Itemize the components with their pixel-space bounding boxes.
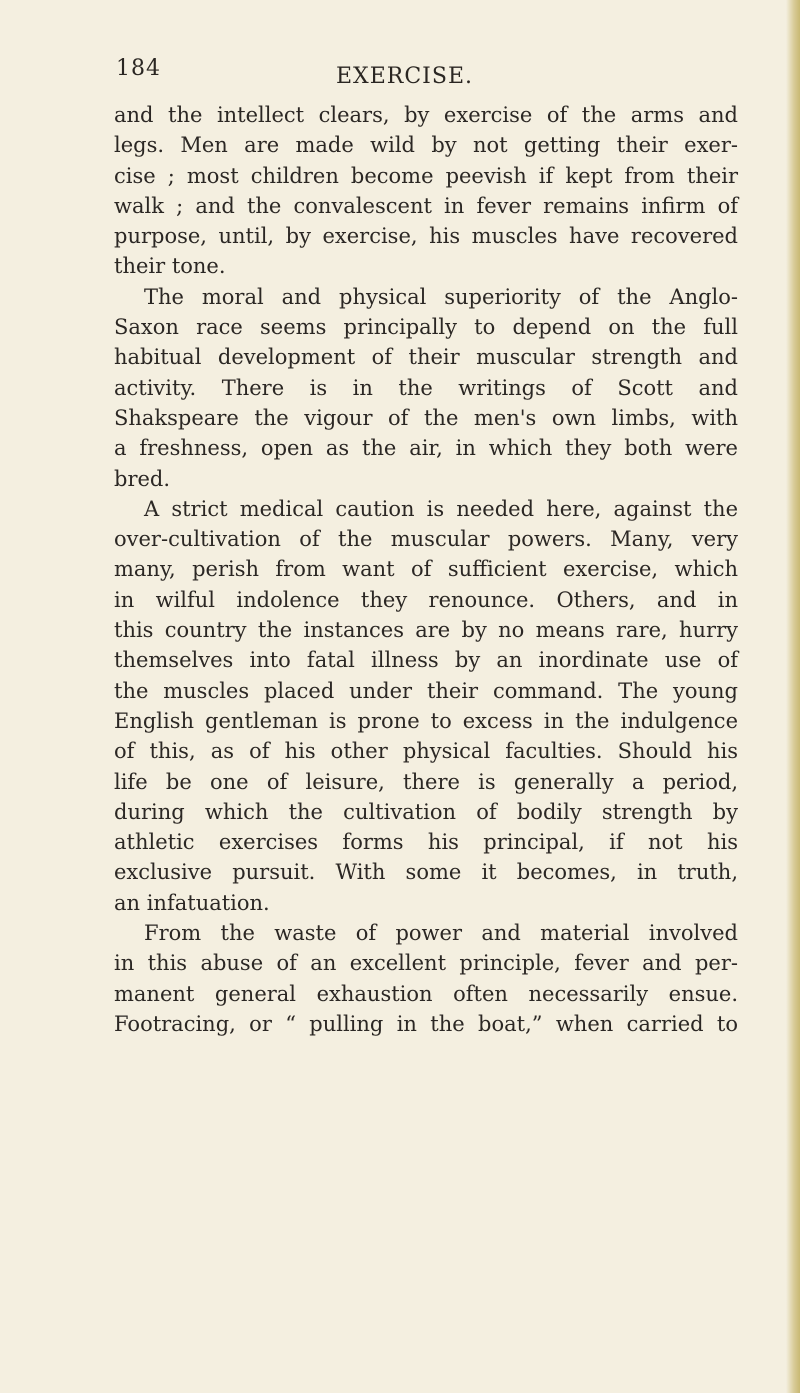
text-line: and the intellect clears, by exercise of the arms and: [114, 103, 738, 127]
text-line: the muscles placed under their command. The young: [114, 678, 738, 703]
text-line: activity. There is in the writings of Scott and: [114, 375, 738, 400]
page-edge-shadow: [786, 0, 800, 1393]
page-number: 184: [116, 56, 161, 81]
text-line: exclusive pursuit. With some it becomes, in truth,: [114, 860, 738, 885]
text-line: their tone.: [114, 254, 226, 279]
text-line: in wilful indolence they renounce. Others, and in: [114, 587, 738, 612]
text-line: purpose, until, by exercise, his muscles have recovered: [114, 224, 738, 249]
paragraph-1: [114, 100, 738, 282]
text-line: manent general exhaustion often necessarily ensue.: [114, 981, 738, 1006]
text-line: From the waste of power and material involved: [144, 921, 738, 946]
text-line: Shakspeare the vigour of the men's own limbs, with: [114, 405, 738, 430]
paragraph-4: [114, 918, 738, 1039]
text-line: walk ; and the convalescent in fever remains infirm of: [114, 193, 738, 218]
text-line: life be one of leisure, there is generally a period,: [114, 769, 738, 794]
text-line: themselves into fatal illness by an inordinate use of: [114, 648, 738, 673]
text-line: Saxon race seems principally to depend on the full: [114, 315, 738, 340]
running-title: EXERCISE.: [336, 64, 473, 89]
text-line: a freshness, open as the air, in which they both were: [114, 436, 738, 461]
text-line: over-cultivation of the muscular powers. Many, very: [114, 527, 738, 552]
text-line: of this, as of his other physical faculties. Should his: [114, 739, 738, 764]
text-line: in this abuse of an excellent principle, fever and per-: [114, 951, 738, 976]
paragraph-2: [114, 282, 738, 494]
body-text: [114, 100, 738, 1039]
text-line: athletic exercises forms his principal, if not his: [114, 830, 738, 855]
text-line: A strict medical caution is needed here, against the: [144, 496, 738, 521]
text-line: an infatuation.: [114, 890, 270, 915]
text-line: many, perish from want of sufficient exercise, which: [114, 557, 738, 582]
text-line: legs. Men are made wild by not getting their exer-: [114, 133, 738, 158]
text-line: Footracing, or “ pulling in the boat,” when carried to: [114, 1011, 738, 1036]
paragraph-3: [114, 494, 738, 918]
text-line: The moral and physical superiority of the Anglo-: [144, 284, 738, 309]
text-line: bred.: [114, 466, 171, 491]
text-line: cise ; most children become peevish if kept from their: [114, 163, 738, 188]
text-line: English gentleman is prone to excess in the indulgence: [114, 708, 738, 733]
text-line: this country the instances are by no means rare, hurry: [114, 618, 738, 643]
text-line: during which the cultivation of bodily strength by: [114, 799, 738, 824]
running-head: [0, 56, 800, 96]
text-line: habitual development of their muscular strength and: [114, 345, 738, 370]
